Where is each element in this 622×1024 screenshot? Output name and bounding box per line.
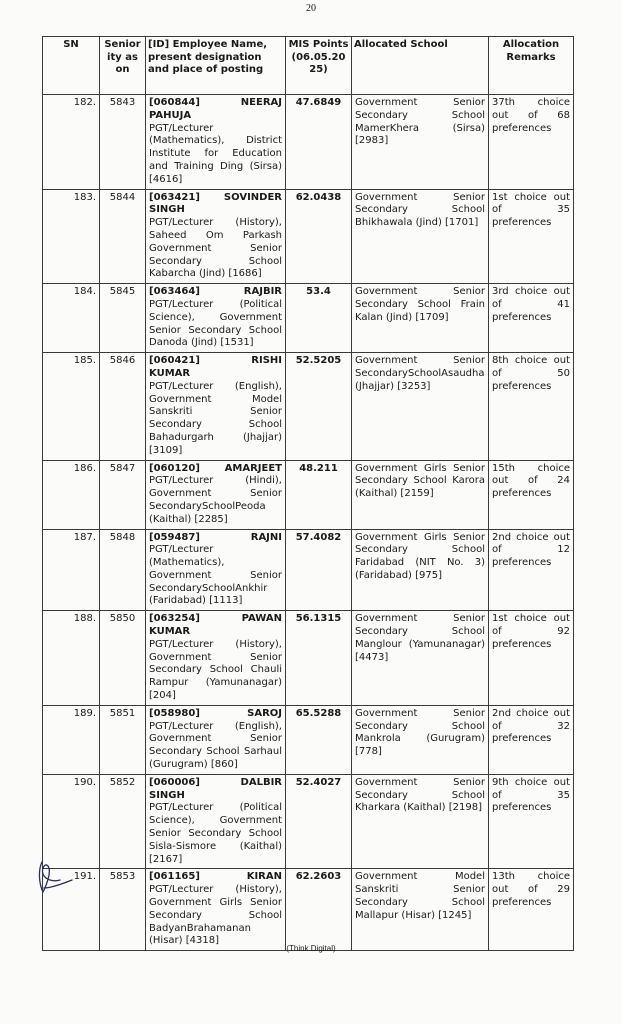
row-allocation-remarks: 3rd choice out of 41 preferences: [489, 284, 574, 353]
row-mis-points: 52.4027: [286, 774, 352, 869]
table-row: [43, 353, 574, 460]
employee-designation-posting: PGT/Lecturer (History), Government Girls Senior Secondary School BadyanBrahamanan (Hisar) [4318]: [149, 884, 282, 947]
table-row: [43, 189, 574, 284]
employee-id-name: [058980] SAROJ: [149, 707, 282, 719]
row-employee: [146, 353, 286, 460]
row-sn: 183.: [43, 189, 100, 284]
row-employee: [146, 189, 286, 284]
header-allocation-remarks: Allocation Remarks: [489, 37, 574, 95]
row-mis-points: 48.211: [286, 460, 352, 529]
allocation-table: [42, 36, 574, 951]
header-allocated-school: Allocated School: [352, 37, 489, 95]
row-employee: [146, 705, 286, 774]
row-allocation-remarks: 9th choice out of 35 preferences: [489, 774, 574, 869]
row-sn: 189.: [43, 705, 100, 774]
row-sn: 182.: [43, 95, 100, 190]
row-allocation-remarks: 8th choice out of 50 preferences: [489, 353, 574, 460]
row-allocation-remarks: 1st choice out of 92 preferences: [489, 611, 574, 706]
row-mis-points: 62.0438: [286, 189, 352, 284]
table-row: [43, 869, 574, 951]
footer-text: (Think Digital): [286, 944, 336, 953]
row-mis-points: 52.5205: [286, 353, 352, 460]
row-employee: [146, 95, 286, 190]
table-row: [43, 460, 574, 529]
header-employee: [ID] Employee Name, present designation and place of posting: [146, 37, 286, 95]
row-employee: [146, 774, 286, 869]
row-allocated-school: Government Senior Secondary School MamerKhera (Sirsa) [2983]: [352, 95, 489, 190]
header-sn: SN: [43, 37, 100, 95]
header-mis-points: MIS Points (06.05.20 25): [286, 37, 352, 95]
employee-id-name: [063254] PAWAN: [149, 613, 282, 625]
row-allocation-remarks: 13th choice out of 29 preferences: [489, 869, 574, 951]
employee-id-name: [063421] SOVINDER: [149, 191, 282, 203]
row-mis-points: 65.5288: [286, 705, 352, 774]
row-allocated-school: Government Senior Secondary School Manglour (Yamunanagar) [4473]: [352, 611, 489, 706]
row-sn: 188.: [43, 611, 100, 706]
employee-name-cont: SINGH: [149, 789, 185, 801]
row-seniority: 5845: [100, 284, 146, 353]
row-seniority: 5850: [100, 611, 146, 706]
employee-designation-posting: PGT/Lecturer (English), Government Model Sanskriti Senior Secondary School Bahadurgarh (Jhajjar) [3109]: [149, 380, 282, 456]
employee-name-cont: PAHUJA: [149, 109, 192, 121]
table-row: [43, 95, 574, 190]
table-row: [43, 774, 574, 869]
row-allocated-school: Government Senior Secondary School Kharkara (Kaithal) [2198]: [352, 774, 489, 869]
row-sn: 187.: [43, 529, 100, 611]
row-allocated-school: Government Girls Senior Secondary School Karora (Kaithal) [2159]: [352, 460, 489, 529]
row-allocation-remarks: 15th choice out of 24 preferences: [489, 460, 574, 529]
employee-designation-posting: PGT/Lecturer (Mathematics), District Institute for Education and Training Ding (Sirsa) [4616]: [149, 122, 282, 185]
employee-id-name: [063464] RAJBIR: [149, 286, 282, 298]
row-employee: [146, 869, 286, 951]
row-seniority: 5848: [100, 529, 146, 611]
employee-id-name: [060006] DALBIR: [149, 776, 282, 788]
row-allocation-remarks: 2nd choice out of 12 preferences: [489, 529, 574, 611]
row-sn: 191.: [43, 869, 100, 951]
row-allocation-remarks: 1st choice out of 35 preferences: [489, 189, 574, 284]
employee-designation-posting: PGT/Lecturer (Political Science), Government Senior Secondary School Danoda (Jind) [1531]: [149, 298, 282, 349]
employee-designation-posting: PGT/Lecturer (English), Government Senior Secondary School Sarhaul (Gurugram) [860]: [149, 720, 282, 771]
row-allocation-remarks: 2nd choice out of 32 preferences: [489, 705, 574, 774]
row-employee: [146, 460, 286, 529]
row-mis-points: 57.4082: [286, 529, 352, 611]
row-sn: 185.: [43, 353, 100, 460]
row-allocated-school: Government Senior Secondary School Bhikhawala (Jind) [1701]: [352, 189, 489, 284]
signature-mark: [34, 858, 74, 898]
table-row: [43, 705, 574, 774]
employee-designation-posting: PGT/Lecturer (Political Science), Government Senior Secondary School Sisla-Sismore (Kaithal) [2167]: [149, 802, 282, 865]
row-allocated-school: Government Girls Senior Secondary School Faridabad (NIT No. 3) (Faridabad) [975]: [352, 529, 489, 611]
row-seniority: 5853: [100, 869, 146, 951]
employee-designation-posting: PGT/Lecturer (Hindi), Government Senior SecondarySchoolPeoda (Kaithal) [2285]: [149, 475, 282, 525]
employee-id-name: [060421] RISHI: [149, 355, 282, 367]
row-mis-points: 53.4: [286, 284, 352, 353]
row-seniority: 5843: [100, 95, 146, 190]
row-seniority: 5851: [100, 705, 146, 774]
table-row: [43, 529, 574, 611]
page-number: 20: [306, 3, 316, 14]
row-mis-points: 62.2603: [286, 869, 352, 951]
row-allocated-school: Government Senior SecondarySchoolAsaudha (Jhajjar) [3253]: [352, 353, 489, 460]
row-sn: 190.: [43, 774, 100, 869]
row-mis-points: 56.1315: [286, 611, 352, 706]
employee-name-cont: SINGH: [149, 204, 185, 216]
row-seniority: 5846: [100, 353, 146, 460]
row-sn: 184.: [43, 284, 100, 353]
row-seniority: 5844: [100, 189, 146, 284]
row-employee: [146, 284, 286, 353]
employee-name-cont: KUMAR: [149, 626, 191, 638]
table-body: [43, 95, 574, 951]
employee-designation-posting: PGT/Lecturer (History), Saheed Om Parkash Government Senior Secondary School Kabarcha (Jind) [1686]: [149, 217, 282, 280]
employee-id-name: [059487] RAJNI: [149, 531, 282, 543]
row-seniority: 5852: [100, 774, 146, 869]
row-allocation-remarks: 37th choice out of 68 preferences: [489, 95, 574, 190]
row-allocated-school: Government Senior Secondary School Frain Kalan (Jind) [1709]: [352, 284, 489, 353]
row-mis-points: 47.6849: [286, 95, 352, 190]
employee-name-cont: KUMAR: [149, 367, 191, 379]
row-employee: [146, 611, 286, 706]
table-header-row: [43, 37, 574, 95]
row-allocated-school: Government Senior Secondary School Mankrola (Gurugram) [778]: [352, 705, 489, 774]
header-seniority: Senior ity as on: [100, 37, 146, 95]
table-row: [43, 611, 574, 706]
employee-designation-posting: PGT/Lecturer (History), Government Senior Secondary School Chauli Rampur (Yamunanagar) [204]: [149, 638, 282, 702]
table-row: [43, 284, 574, 353]
employee-id-name: [061165] KIRAN: [149, 871, 282, 883]
row-seniority: 5847: [100, 460, 146, 529]
employee-designation-posting: PGT/Lecturer (Mathematics), Government Senior SecondarySchoolAnkhir (Faridabad) [1113]: [149, 544, 282, 607]
employee-id-name: [060844] NEERAJ: [149, 97, 282, 108]
row-sn: 186.: [43, 460, 100, 529]
row-allocated-school: Government Model Sanskriti Senior Secondary School Mallapur (Hisar) [1245]: [352, 869, 489, 951]
employee-id-name: [060120] AMARJEET: [149, 462, 282, 474]
row-employee: [146, 529, 286, 611]
